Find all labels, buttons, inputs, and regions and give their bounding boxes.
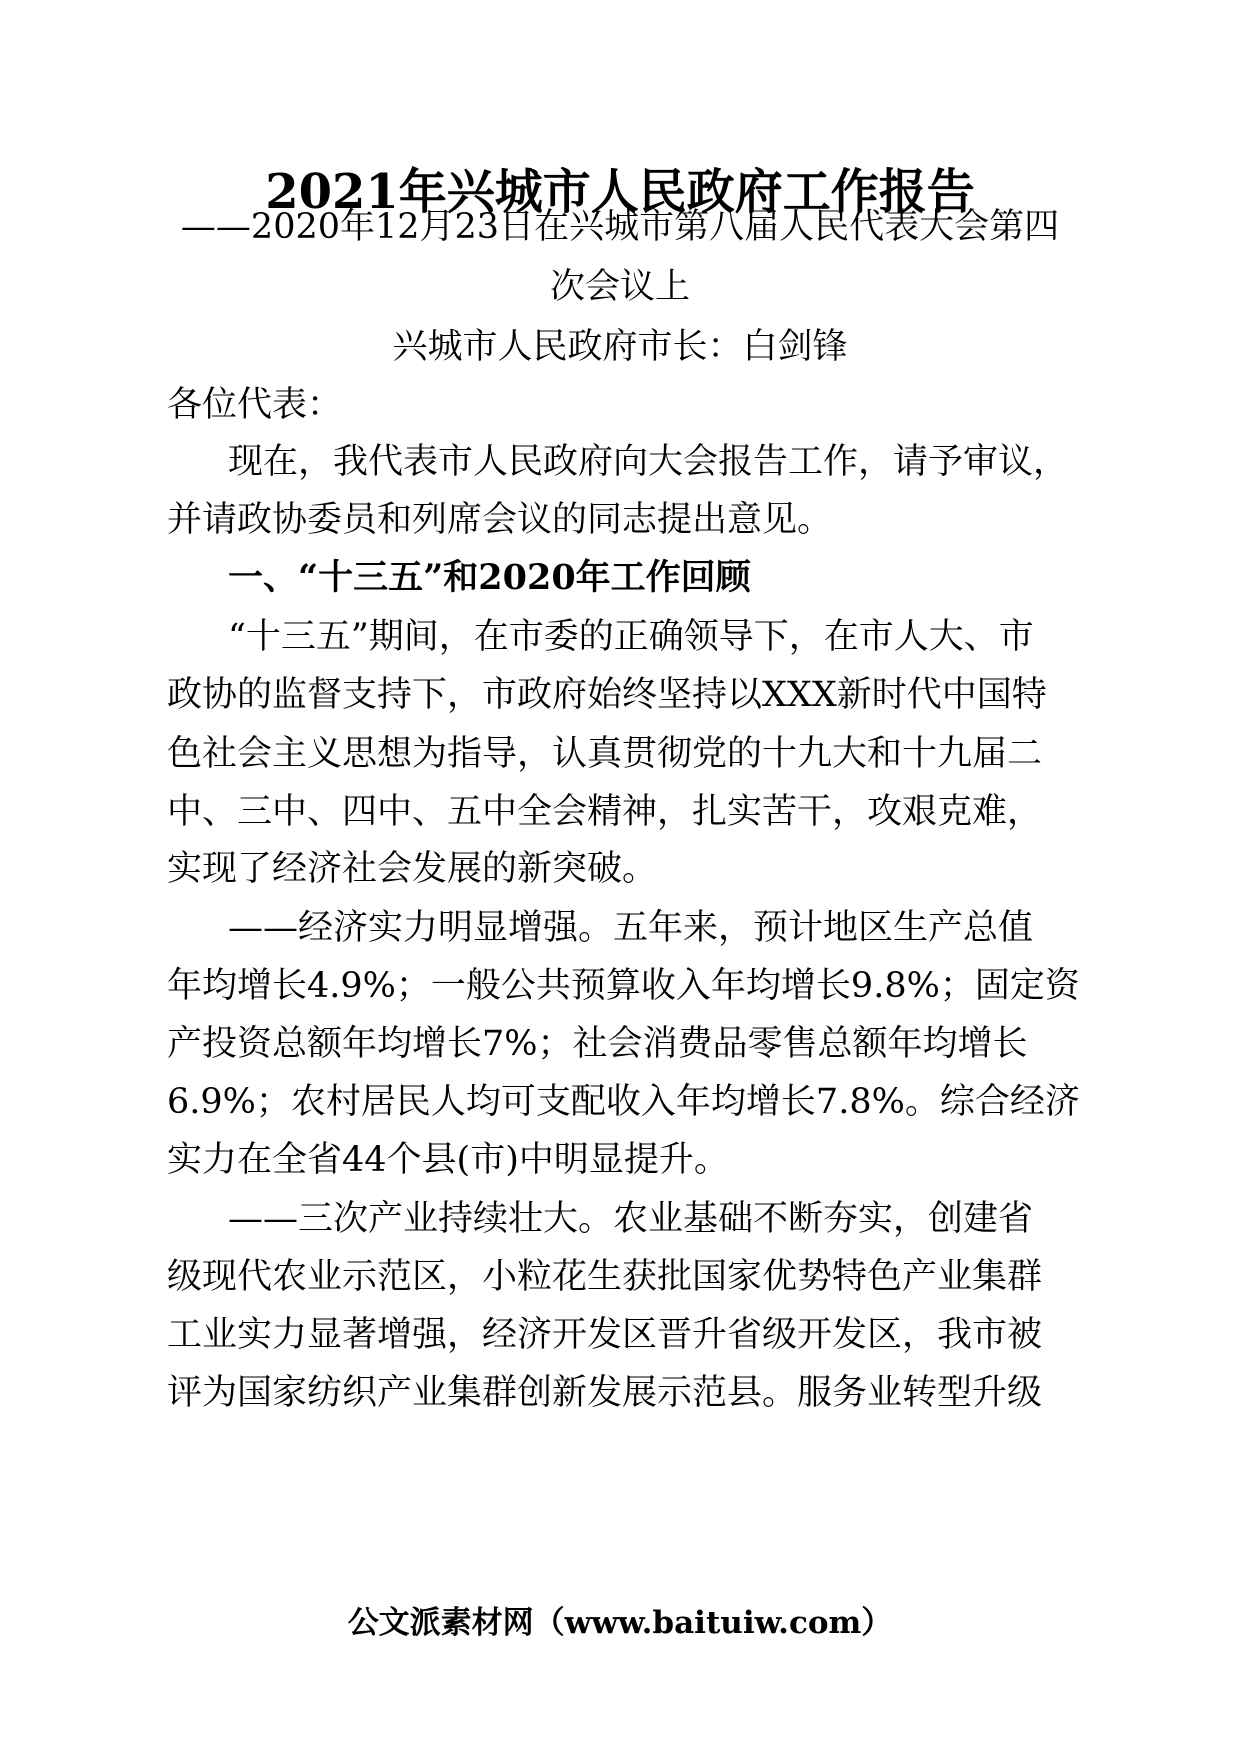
intro-line-2: 并请政协委员和列席会议的同志提出意见。 [167,500,833,540]
para1-line-2: 政协的监督支持下，市政府始终坚持以XXX新时代中国特 [167,675,1047,715]
para1-line-5: 实现了经济社会发展的新突破。 [167,849,658,889]
intro-line-1: 现在，我代表市人民政府向大会报告工作，请予审议， [228,442,1069,482]
para2-line-4: 6.9%；农村居民人均可支配收入年均增长7.8%。综合经济 [167,1082,1080,1122]
para3-line-3: 工业实力显著增强，经济开发区晋升省级开发区，我市被 [167,1315,1043,1355]
subtitle-line-2: 次会议上 [549,267,690,307]
para1-line-1: “十三五”期间，在市委的正确领导下，在市人大、市 [228,617,1034,657]
footer-watermark: 公文派素材网（www.baituiw.com） [347,1605,893,1641]
para2-line-5: 实力在全省44个县(市)中明显提升。 [167,1140,729,1180]
document-title: 2021年兴城市人民政府工作报告 [265,164,975,220]
para3-line-4: 评为国家纺织产业集群创新发展示范县。服务业转型升级 [167,1373,1043,1413]
para1-line-4: 中、三中、四中、五中全会精神，扎实苦干，攻艰克难， [167,792,1043,832]
salutation: 各位代表： [167,385,343,425]
para1-line-3: 色社会主义思想为指导，认真贯彻党的十九大和十九届二 [167,734,1043,774]
para3-line-1: ——三次产业持续壮大。农业基础不断夯实，创建省 [228,1199,1034,1239]
para2-line-1: ——经济实力明显增强。五年来，预计地区生产总值 [228,908,1034,948]
author-line: 兴城市人民政府市长：白剑锋 [392,327,848,367]
para2-line-2: 年均增长4.9%；一般公共预算收入年均增长9.8%；固定资 [167,966,1080,1006]
para3-line-2: 级现代农业示范区，小粒花生获批国家优势特色产业集群 [167,1257,1043,1297]
section-heading: 一、“十三五”和2020年工作回顾 [228,557,751,598]
subtitle-line-1: ——2020年12月23日在兴城市第八届人民代表大会第四 [180,207,1060,247]
para2-line-3: 产投资总额年均增长7%；社会消费品零售总额年均增长 [167,1024,1028,1064]
